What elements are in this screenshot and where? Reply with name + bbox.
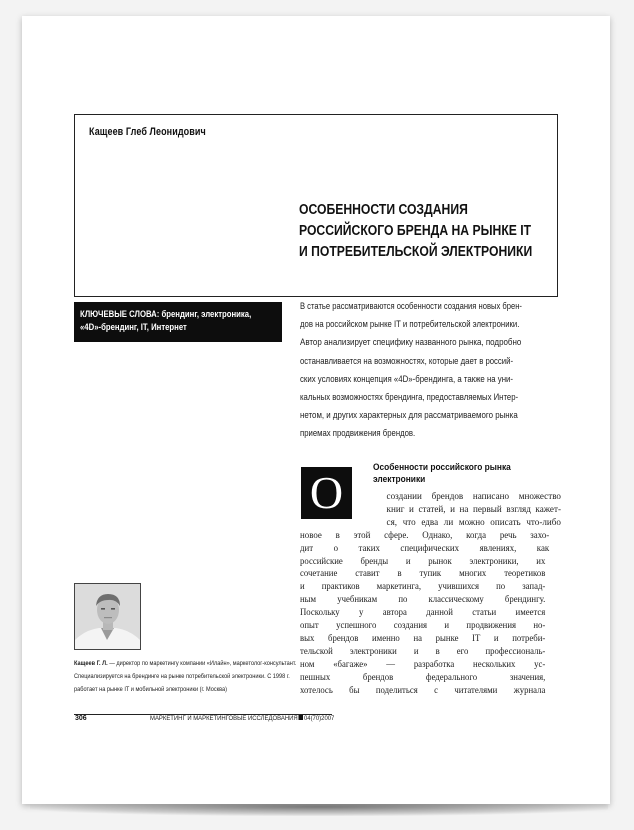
keywords-line: КЛЮЧЕВЫЕ СЛОВА: брендинг, электроника,: [80, 309, 252, 319]
body-line: опыт успешного создания и продвижения но-: [300, 621, 546, 632]
title-line: И ПОТРЕБИТЕЛЬСКОЙ ЭЛЕКТРОНИКИ: [299, 244, 533, 260]
caption-line: Специализируется на брендинге на рынке потребительской электроники. С 1998 г.: [74, 673, 290, 680]
caption-line: работает на рынке IT и мобильной электроники (г. Москва): [74, 686, 227, 693]
author-portrait-icon: [75, 584, 140, 649]
article-title: [299, 200, 532, 263]
abstract-line: В статье рассматриваются особенности создания новых брен-: [300, 301, 522, 311]
body-line: тельской электроники и в его профессиональ-: [300, 646, 546, 657]
body-line: книг и статей, и на первый взгляд кажет-: [386, 504, 561, 515]
journal-issue: 04(70)2007: [303, 715, 335, 722]
title-box: [74, 114, 558, 297]
body-line: дит о таких специфических явлениях, как: [300, 543, 550, 554]
author-name: Кащеев Глеб Леонидович: [89, 126, 206, 138]
journal-footer: [150, 715, 334, 722]
drop-cap: О: [301, 467, 352, 519]
document-page: [22, 16, 610, 804]
abstract: [300, 297, 562, 443]
abstract-line: останавливается на возможностях, которые дает в россий-: [300, 355, 514, 366]
body-line: ным учебникам по классическому брендингу.: [300, 595, 546, 606]
caption-author-name: Кащеев Г. Л.: [74, 660, 108, 667]
author-caption: [74, 657, 336, 696]
body-line: ном «багаже» — разработка нескольких ус-: [300, 659, 546, 670]
body-line: ся, что едва ли можно описать что-либо: [386, 517, 561, 528]
body-line: новое в этой сфере. Однако, когда речь захо-: [300, 530, 550, 541]
abstract-line: ских условиях концепция «4D»-брендинга, а также на уни-: [300, 373, 514, 384]
article-body: [300, 491, 561, 698]
section-heading-line: электроники: [373, 474, 426, 485]
title-line: ОСОБЕННОСТИ СОЗДАНИЯ: [299, 202, 468, 218]
body-line: пешных брендов федерального значения,: [300, 672, 546, 683]
page-number: 306: [75, 715, 87, 722]
title-line: РОССИЙСКОГО БРЕНДА НА РЫНКЕ IT: [299, 223, 532, 239]
body-line: хотелось бы поделиться с читателями журнала: [300, 685, 546, 696]
abstract-line: кальных возможностях брендинга, предоставляемых Интер-: [300, 392, 519, 403]
abstract-line: приемах продвижения брендов.: [300, 428, 416, 439]
square-bullet-icon: [299, 715, 304, 720]
section-heading: [373, 462, 530, 486]
keywords-box: [74, 302, 282, 342]
abstract-line: дов на российском рынке IT и потребительской электроники.: [300, 319, 520, 330]
abstract-line: нетом, и других характерных для рассматриваемого рынка: [300, 410, 518, 421]
body-line: сочетание ставит в тупик многих теоретиков: [300, 569, 546, 580]
caption-line: [74, 657, 297, 670]
body-line: создании брендов написано множество: [386, 492, 561, 502]
journal-name: МАРКЕТИНГ И МАРКЕТИНГОВЫЕ ИССЛЕДОВАНИЯ: [150, 715, 298, 722]
caption-text: — директор по маркетингу компании «Илайн», маркетолог-консультант.: [107, 660, 297, 667]
keywords-line: «4D»-брендинг, IT, Интернет: [80, 321, 187, 332]
body-line: и практиков маркетинга, учившихся по запад-: [300, 582, 546, 593]
body-line: Поскольку у автора данной статьи имеется: [300, 608, 546, 619]
body-line: вых брендов именно на рынке IT и потреби-: [300, 633, 546, 644]
abstract-line: Автор анализирует специфику названного рынка, подробно: [300, 337, 522, 348]
section-heading-line: Особенности российского рынка: [373, 462, 511, 473]
author-photo: [74, 583, 141, 650]
body-line: российские бренды и рынок электроники, их: [300, 556, 546, 567]
